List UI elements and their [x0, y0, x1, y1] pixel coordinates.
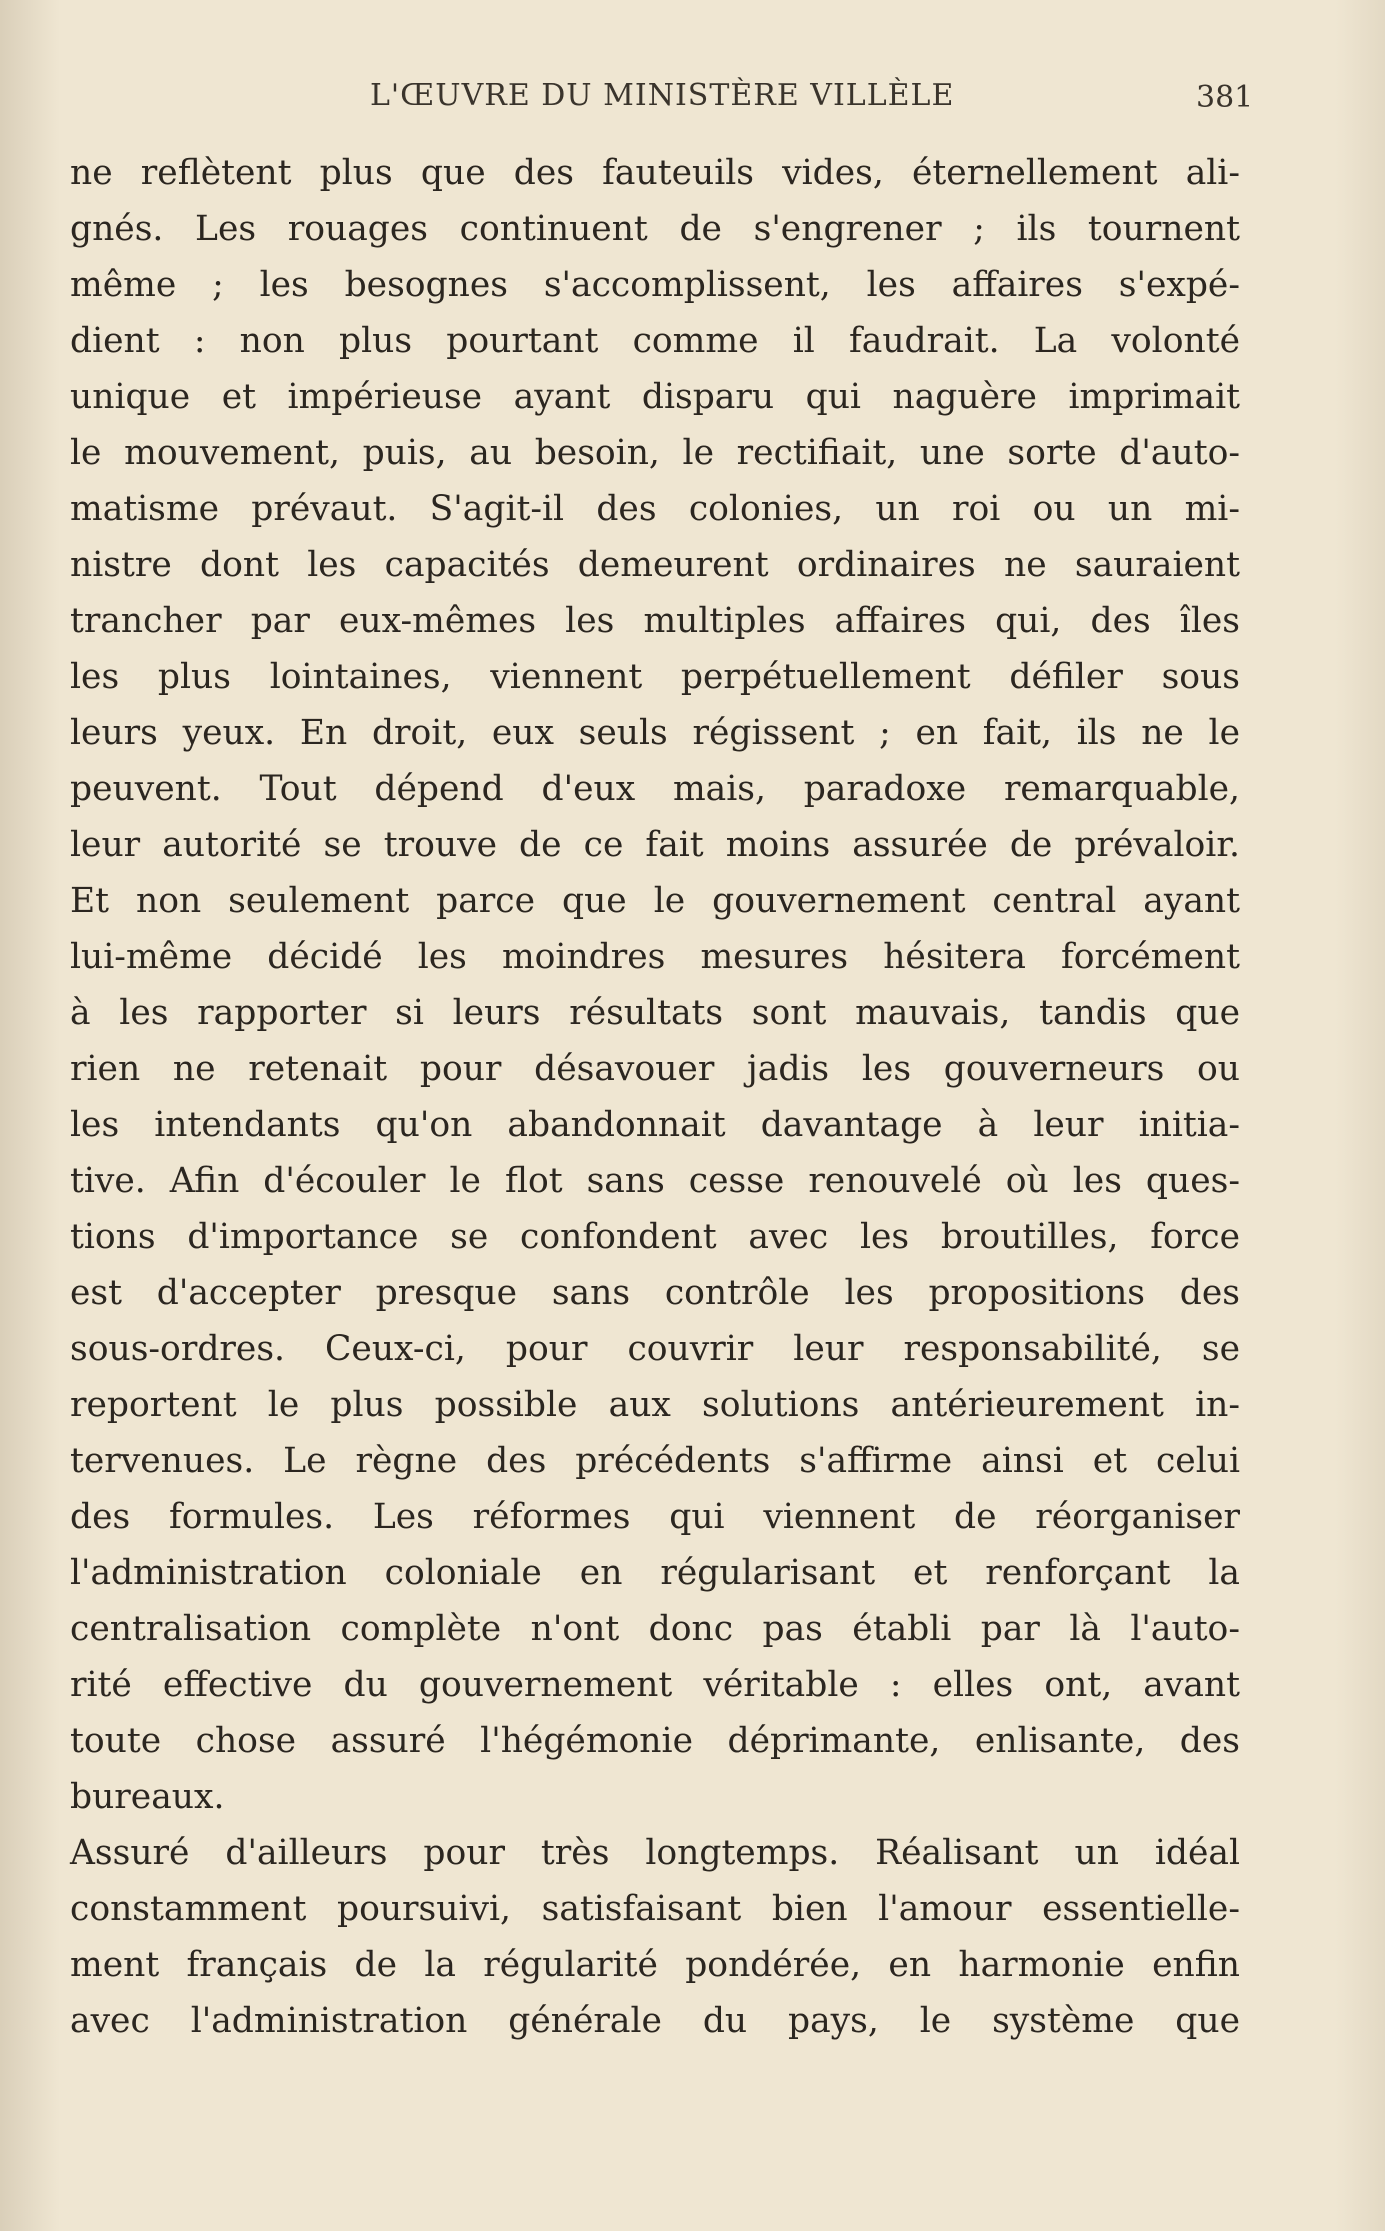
paragraph-first-line: Assuré d'ailleurs pour très longtemps. Réalisant un idéal	[70, 1833, 1240, 1873]
text-line: matisme prévaut. S'agit-il des colonies, un roi ou un mi-	[70, 489, 1240, 529]
text-line: leur autorité se trouve de ce fait moins assurée de prévaloir.	[70, 825, 1240, 865]
text-line: tive. Afin d'écouler le flot sans cesse renouvelé où les ques-	[70, 1161, 1240, 1201]
text-line: est d'accepter presque sans contrôle les propositions des	[70, 1273, 1240, 1313]
text-line: tervenues. Le règne des précédents s'affirme ainsi et celui	[70, 1441, 1240, 1481]
text-line: unique et impérieuse ayant disparu qui naguère imprimait	[70, 377, 1240, 417]
text-line: ne reflètent plus que des fauteuils vides, éternellement ali-	[70, 153, 1240, 193]
text-line: leurs yeux. En droit, eux seuls régissent ; en fait, ils ne le	[70, 713, 1240, 753]
text-line: les intendants qu'on abandonnait davantage à leur initia-	[70, 1105, 1240, 1145]
text-line: sous-ordres. Ceux-ci, pour couvrir leur responsabilité, se	[70, 1329, 1240, 1369]
text-line: toute chose assuré l'hégémonie déprimante, enlisante, des	[70, 1721, 1240, 1761]
text-line: peuvent. Tout dépend d'eux mais, paradoxe remarquable,	[70, 769, 1240, 809]
text-line: dient : non plus pourtant comme il faudrait. La volonté	[70, 321, 1240, 361]
text-line: bureaux.	[70, 1777, 225, 1817]
text-line: constamment poursuivi, satisfaisant bien l'amour essentielle-	[70, 1889, 1240, 1929]
text-line: gnés. Les rouages continuent de s'engrener ; ils tournent	[70, 209, 1240, 249]
text-line: le mouvement, puis, au besoin, le rectifiait, une sorte d'auto-	[70, 433, 1240, 473]
text-line: même ; les besognes s'accomplissent, les affaires s'expé-	[70, 265, 1240, 305]
text-line: les plus lointaines, viennent perpétuellement défiler sous	[70, 657, 1240, 697]
text-line: reportent le plus possible aux solutions antérieurement in-	[70, 1385, 1240, 1425]
text-line: ment français de la régularité pondérée, en harmonie enfin	[70, 1945, 1240, 1985]
text-line: l'administration coloniale en régularisant et renforçant la	[70, 1553, 1240, 1593]
body-text	[70, 145, 1240, 2049]
page-number: 381	[1196, 80, 1254, 115]
text-line: nistre dont les capacités demeurent ordinaires ne sauraient	[70, 545, 1240, 585]
text-line: trancher par eux-mêmes les multiples affaires qui, des îles	[70, 601, 1240, 641]
text-line: à les rapporter si leurs résultats sont mauvais, tandis que	[70, 993, 1240, 1033]
text-line: avec l'administration générale du pays, le système que	[70, 2001, 1240, 2041]
text-line: lui-même décidé les moindres mesures hésitera forcément	[70, 937, 1240, 977]
text-line: rien ne retenait pour désavouer jadis les gouverneurs ou	[70, 1049, 1240, 1089]
text-line: des formules. Les réformes qui viennent de réorganiser	[70, 1497, 1240, 1537]
text-line: centralisation complète n'ont donc pas établi par là l'auto-	[70, 1609, 1240, 1649]
text-line: tions d'importance se confondent avec les broutilles, force	[70, 1217, 1240, 1257]
text-line: Et non seulement parce que le gouvernement central ayant	[70, 881, 1240, 921]
running-title: L'ŒUVRE DU MINISTÈRE VILLÈLE	[370, 78, 955, 113]
text-line: rité effective du gouvernement véritable : elles ont, avant	[70, 1665, 1240, 1705]
